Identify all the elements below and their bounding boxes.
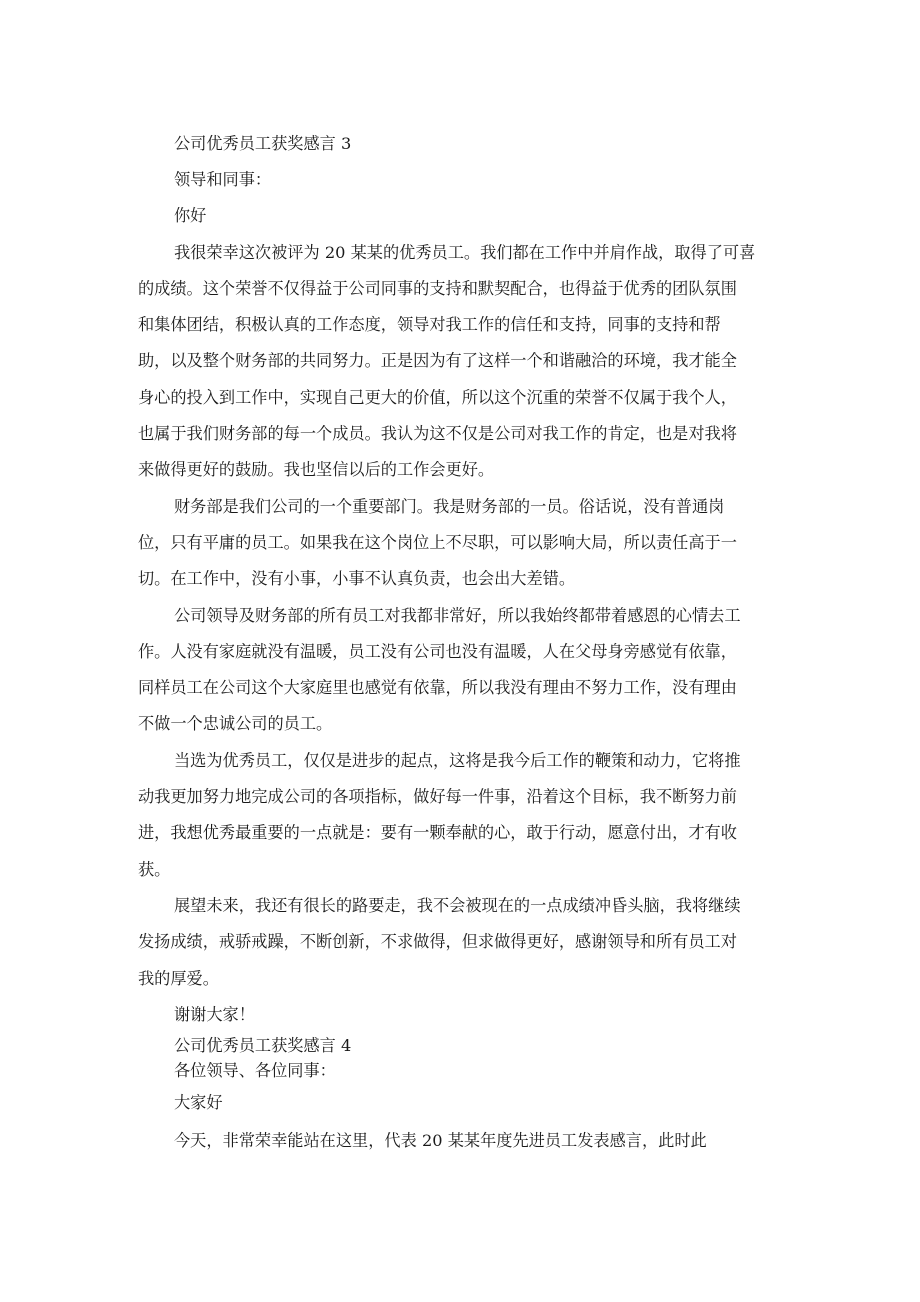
section-title: 公司优秀员工获奖感言 3 (174, 134, 352, 153)
paragraph (138, 598, 782, 743)
text-line: 也属于我们财务部的每一个成员。我认为这不仅是公司对我工作的肯定，也是对我将 (138, 424, 737, 444)
closing: 谢谢大家！ (174, 1004, 255, 1024)
text-line: 发扬成绩，戒骄戒躁，不断创新，不求做得，但求做得更好，感谢领导和所有员工对 (138, 932, 737, 952)
paragraph (138, 743, 782, 888)
greeting: 你好 (174, 206, 207, 226)
text-line: 获。 (138, 859, 171, 879)
text-line: 身心的投入到工作中，实现自己更大的价值，所以这个沉重的荣誉不仅属于我个人， (138, 387, 737, 407)
text-line: 进，我想优秀最重要的一点就是：要有一颗奉献的心，敢于行动，愿意付出，才有收 (138, 823, 737, 843)
text-line: 来做得更好的鼓励。我也坚信以后的工作会更好。 (138, 460, 495, 480)
text-line: 动我更加努力地完成公司的各项指标，做好每一件事，沿着这个目标，我不断努力前 (138, 787, 737, 807)
text-line: 我很荣幸这次被评为 20 某某的优秀员工。我们都在工作中并肩作战，取得了可喜 (174, 242, 756, 262)
text-line: 当选为优秀员工，仅仅是进步的起点，这将是我今后工作的鞭策和动力，它将推 (174, 750, 741, 770)
document-page (138, 126, 782, 1159)
greeting: 大家好 (174, 1093, 223, 1113)
salutation: 各位领导、各位同事： (174, 1061, 336, 1081)
paragraph (138, 489, 782, 598)
text-line: 的成绩。这个荣誉不仅得益于公司同事的支持和默契配合，也得益于优秀的团队氛围 (138, 278, 737, 298)
text-line: 同样员工在公司这个大家庭里也感觉有依靠，所以我没有理由不努力工作，没有理由 (138, 678, 737, 698)
text-line: 位，只有平庸的员工。如果我在这个岗位上不尽职，可以影响大局，所以责任高于一 (138, 532, 737, 552)
text-line: 公司领导及财务部的所有员工对我都非常好，所以我始终都带着感恩的心情去工 (174, 605, 741, 625)
text-line: 今天，非常荣幸能站在这里，代表 20 某某年度先进员工发表感言，此时此 (174, 1131, 707, 1151)
paragraph (138, 888, 782, 997)
text-line: 作。人没有家庭就没有温暖，员工没有公司也没有温暖，人在父母身旁感觉有依靠， (138, 641, 737, 661)
text-line: 财务部是我们公司的一个重要部门。我是财务部的一员。俗话说，没有普通岗 (174, 496, 725, 516)
text-line: 助，以及整个财务部的共同努力。正是因为有了这样一个和谐融洽的环境，我才能全 (138, 351, 737, 371)
text-line: 我的厚爱。 (138, 968, 219, 988)
paragraph (138, 235, 782, 489)
text-line: 不做一个忠诚公司的员工。 (138, 714, 333, 734)
salutation: 领导和同事： (174, 170, 272, 189)
text-line: 展望未来，我还有很长的路要走，我不会被现在的一点成绩冲昏头脑，我将继续 (174, 895, 741, 915)
text-line: 和集体团结，积极认真的工作态度，领导对我工作的信任和支持，同事的支持和帮 (138, 315, 721, 335)
text-line: 切。在工作中，没有小事，小事不认真负责，也会出大差错。 (138, 569, 576, 589)
section-title: 公司优秀员工获奖感言 4 (174, 1036, 352, 1056)
paragraph (138, 1123, 782, 1159)
